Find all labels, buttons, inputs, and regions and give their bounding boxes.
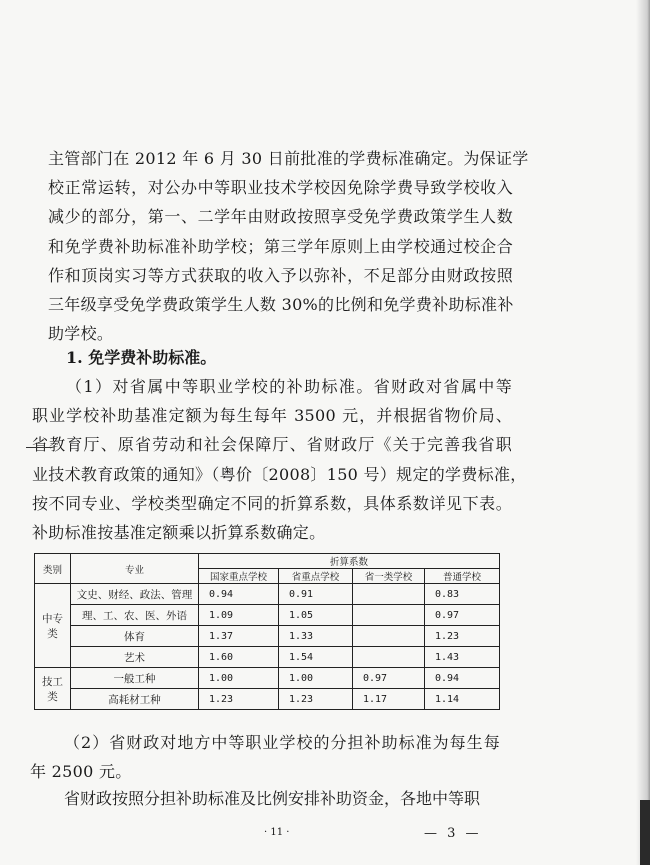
value-cell: 0.94 bbox=[199, 584, 279, 605]
table-row bbox=[35, 584, 500, 605]
header-school-type: 国家重点学校 bbox=[199, 569, 279, 584]
paragraph-1 bbox=[48, 144, 529, 348]
value-cell: 1.17 bbox=[353, 689, 425, 710]
header-category: 类别 bbox=[35, 554, 71, 584]
footer-number: · 11 · bbox=[264, 827, 290, 838]
value-cell: 1.37 bbox=[199, 626, 279, 647]
value-cell: 1.23 bbox=[425, 626, 500, 647]
table-row bbox=[35, 689, 500, 710]
major-cell: 理、工、农、医、外语 bbox=[71, 605, 199, 626]
value-cell: 1.09 bbox=[199, 605, 279, 626]
binding-shadow bbox=[640, 800, 650, 865]
major-cell: 体育 bbox=[71, 626, 199, 647]
table-row bbox=[35, 626, 500, 647]
coefficient-table bbox=[34, 553, 500, 710]
value-cell: 0.91 bbox=[279, 584, 353, 605]
value-cell bbox=[353, 647, 425, 668]
paragraph-4: 省财政按照分担补助标准及比例安排补助资金，各地中等职 bbox=[64, 789, 481, 808]
table-row bbox=[35, 605, 500, 626]
major-cell: 高耗材工种 bbox=[71, 689, 199, 710]
text-line: 三年级享受免学费政策学生人数 30%的比例和免学费补助标准补 bbox=[48, 295, 514, 315]
value-cell: 0.94 bbox=[425, 668, 500, 689]
text-line: 校正常运转，对公办中等职业技术学校因免除学费导致学校收入 bbox=[48, 178, 513, 198]
group-label: 技工类 bbox=[35, 668, 71, 710]
table-row bbox=[35, 647, 500, 668]
text-line: 作和顶岗实习等方式获取的收入予以弥补，不足部分由财政按照 bbox=[48, 265, 513, 285]
paragraph-2 bbox=[32, 372, 527, 547]
value-cell: 1.54 bbox=[279, 647, 353, 668]
header-school-type: 省一类学校 bbox=[353, 569, 425, 584]
text-line: 职业学校补助基准定额为每生每年 3500 元，并根据省物价局、 bbox=[32, 406, 512, 426]
value-cell bbox=[353, 584, 425, 605]
text-line: 补助标准按基准定额乘以折算系数确定。 bbox=[32, 523, 326, 543]
page-number: — 3 — bbox=[424, 826, 482, 841]
text-line: 年 2500 元。 bbox=[30, 762, 132, 782]
group-label: 中专类 bbox=[35, 584, 71, 668]
value-cell: 0.97 bbox=[353, 668, 425, 689]
major-cell: 一般工种 bbox=[71, 668, 199, 689]
value-cell: 0.97 bbox=[425, 605, 500, 626]
text-line: 助学校。 bbox=[48, 324, 114, 344]
section-heading: 1. 免学费补助标准。 bbox=[66, 348, 217, 367]
value-cell: 1.14 bbox=[425, 689, 500, 710]
text-line: （1）对省属中等职业学校的补助标准。省财政对省属中等 bbox=[66, 377, 512, 396]
text-line: 按不同专业、学校类型确定不同的折算系数，具体系数详见下表。 bbox=[32, 493, 512, 513]
major-cell: 艺术 bbox=[71, 647, 199, 668]
value-cell: 1.23 bbox=[199, 689, 279, 710]
text-line: 省教育厅、原省劳动和社会保障厅、省财政厅《关于完善我省职 bbox=[32, 435, 512, 455]
table-row bbox=[35, 668, 500, 689]
value-cell: 1.33 bbox=[279, 626, 353, 647]
value-cell: 1.00 bbox=[199, 668, 279, 689]
value-cell: 1.43 bbox=[425, 647, 500, 668]
text-line: （2）省财政对地方中等职业学校的分担补助标准为每生每 bbox=[64, 733, 500, 752]
text-line: 业技术教育政策的通知》（粤价〔2008〕150 号）规定的学费标准， bbox=[32, 464, 527, 484]
header-major: 专业 bbox=[71, 554, 199, 584]
value-cell: 1.05 bbox=[279, 605, 353, 626]
paragraph-3 bbox=[30, 728, 500, 786]
text-line: 主管部门在 2012 年 6 月 30 日前批准的学费标准确定。为保证学 bbox=[48, 149, 529, 168]
margin-mark bbox=[26, 447, 52, 448]
header-school-type: 普通学校 bbox=[425, 569, 500, 584]
text-line: 和免学费补助标准补助学校；第三学年原则上由学校通过校企合 bbox=[48, 236, 513, 256]
major-cell: 文史、财经、政法、管理 bbox=[71, 584, 199, 605]
value-cell: 1.23 bbox=[279, 689, 353, 710]
value-cell: 1.00 bbox=[279, 668, 353, 689]
text-line: 减少的部分，第一、二学年由财政按照享受免学费政策学生人数 bbox=[48, 207, 513, 227]
value-cell bbox=[353, 605, 425, 626]
header-school-type: 省重点学校 bbox=[279, 569, 353, 584]
value-cell bbox=[353, 626, 425, 647]
value-cell: 0.83 bbox=[425, 584, 500, 605]
binding-edge bbox=[636, 0, 650, 865]
header-coefficient: 折算系数 bbox=[199, 554, 500, 569]
value-cell: 1.60 bbox=[199, 647, 279, 668]
